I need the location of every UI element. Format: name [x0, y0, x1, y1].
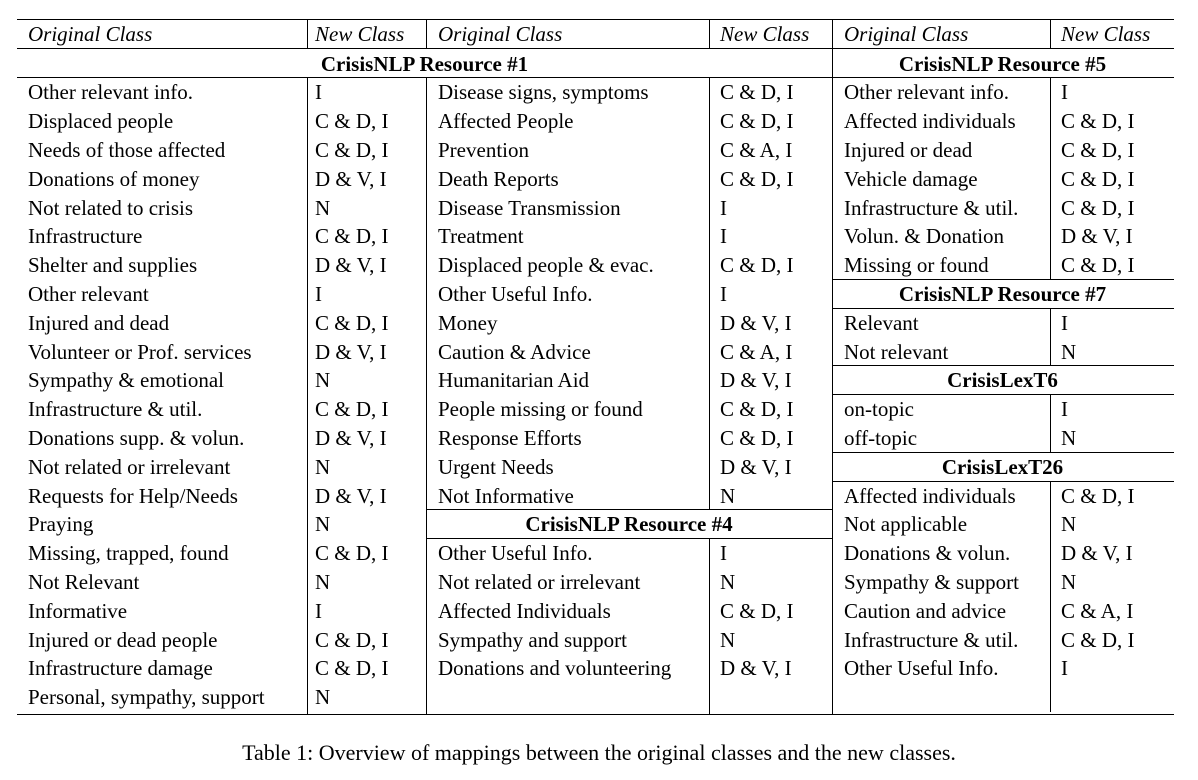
original-class-cell: Affected People — [438, 109, 574, 134]
group-header: CrisisNLP Resource #4 — [525, 512, 733, 537]
new-class-cell: C & D, I — [720, 253, 794, 278]
group-header: CrisisNLP Resource #1 — [320, 51, 529, 76]
new-class-cell: N — [1061, 569, 1077, 594]
new-class-cell: D & V, I — [315, 253, 387, 278]
original-class-cell: Affected individuals — [844, 109, 1016, 134]
new-class-cell: C & D, I — [720, 166, 794, 191]
new-class-cell: N — [720, 483, 736, 508]
header-col-rule — [832, 19, 833, 48]
new-class-cell: I — [720, 541, 727, 566]
original-class-cell: Missing or found — [844, 253, 989, 278]
column-header: Original Class — [28, 22, 153, 46]
column-header: Original Class — [844, 22, 969, 46]
original-class-cell: off-topic — [844, 425, 918, 450]
original-class-cell: Not related to crisis — [28, 195, 194, 220]
new-class-cell: C & D, I — [1061, 137, 1135, 162]
col3-inner-divider — [1050, 309, 1051, 366]
original-class-cell: Donations and volunteering — [438, 656, 672, 681]
new-class-cell: D & V, I — [315, 166, 387, 191]
new-class-cell: C & D, I — [720, 80, 794, 105]
col2-inner-divider-lower — [709, 539, 710, 714]
original-class-cell: Other Useful Info. — [438, 281, 593, 306]
original-class-cell: Other relevant info. — [28, 80, 194, 105]
new-class-cell: C & D, I — [1061, 195, 1135, 220]
new-class-cell: N — [315, 454, 331, 479]
original-class-cell: Not Informative — [438, 483, 574, 508]
new-class-cell: D & V, I — [315, 425, 387, 450]
mapping-table — [17, 19, 1174, 715]
original-class-cell: Shelter and supplies — [28, 253, 198, 278]
original-class-cell: Infrastructure — [28, 224, 143, 249]
new-class-cell: C & D, I — [1061, 166, 1135, 191]
original-class-cell: Other Useful Info. — [844, 656, 999, 681]
original-class-cell: Volun. & Donation — [844, 224, 1005, 249]
new-class-cell: I — [1061, 397, 1068, 422]
new-class-cell: N — [1061, 512, 1077, 537]
original-class-cell: Donations of money — [28, 166, 200, 191]
original-class-cell: Praying — [28, 512, 94, 537]
new-class-cell: C & D, I — [315, 310, 389, 335]
new-class-cell: D & V, I — [1061, 224, 1133, 249]
original-class-cell: Not related or irrelevant — [438, 569, 641, 594]
new-class-cell: I — [315, 598, 322, 623]
new-class-cell: D & V, I — [720, 656, 792, 681]
new-class-cell: I — [1061, 80, 1068, 105]
original-class-cell: Donations supp. & volun. — [28, 425, 245, 450]
new-class-cell: N — [315, 569, 331, 594]
new-class-cell: C & D, I — [720, 397, 794, 422]
original-class-cell: Money — [438, 310, 498, 335]
new-class-cell: N — [1061, 425, 1077, 450]
original-class-cell: Needs of those affected — [28, 137, 226, 162]
original-class-cell: Disease Transmission — [438, 195, 621, 220]
bottom-rule — [17, 714, 1174, 715]
column-header: New Class — [720, 22, 810, 46]
new-class-cell: D & V, I — [315, 483, 387, 508]
group-header: CrisisNLP Resource #5 — [898, 51, 1107, 76]
original-class-cell: Not Relevant — [28, 569, 140, 594]
original-class-cell: Prevention — [438, 137, 529, 162]
new-class-cell: C & D, I — [720, 109, 794, 134]
new-class-cell: I — [1061, 656, 1068, 681]
original-class-cell: Urgent Needs — [438, 454, 554, 479]
new-class-cell: C & D, I — [315, 627, 389, 652]
original-class-cell: Missing, trapped, found — [28, 541, 229, 566]
col3-inner-divider — [1050, 395, 1051, 453]
column-header: New Class — [315, 22, 405, 46]
group-header: CrisisNLP Resource #7 — [898, 281, 1107, 306]
new-class-cell: D & V, I — [315, 339, 387, 364]
original-class-cell: Vehicle damage — [844, 166, 978, 191]
new-class-cell: I — [720, 195, 727, 220]
original-class-cell: Affected individuals — [844, 483, 1016, 508]
original-class-cell: Volunteer or Prof. services — [28, 339, 252, 364]
col2-left-divider — [426, 78, 427, 714]
original-class-cell: on-topic — [844, 397, 914, 422]
new-class-cell: C & D, I — [315, 656, 389, 681]
original-class-cell: Sympathy & emotional — [28, 368, 224, 393]
new-class-cell: D & V, I — [720, 368, 792, 393]
original-class-cell: Infrastructure & util. — [28, 397, 203, 422]
original-class-cell: Relevant — [844, 310, 919, 335]
column-header: New Class — [1061, 22, 1151, 46]
new-class-cell: C & A, I — [720, 137, 793, 162]
new-class-cell: C & D, I — [315, 137, 389, 162]
new-class-cell: N — [720, 627, 736, 652]
new-class-cell: I — [1061, 310, 1068, 335]
group-header: CrisisLexT26 — [941, 454, 1064, 479]
original-class-cell: Caution & Advice — [438, 339, 591, 364]
col2-inner-divider — [709, 78, 710, 510]
original-class-cell: Not applicable — [844, 512, 968, 537]
original-class-cell: Other relevant — [28, 281, 149, 306]
new-class-cell: C & D, I — [720, 425, 794, 450]
new-class-cell: C & D, I — [315, 224, 389, 249]
new-class-cell: C & A, I — [1061, 598, 1134, 623]
original-class-cell: Personal, sympathy, support — [28, 685, 265, 710]
new-class-cell: C & D, I — [315, 397, 389, 422]
original-class-cell: Disease signs, symptoms — [438, 80, 649, 105]
new-class-cell: N — [315, 195, 331, 220]
new-class-cell: C & D, I — [315, 109, 389, 134]
original-class-cell: Not related or irrelevant — [28, 454, 231, 479]
original-class-cell: Affected Individuals — [438, 598, 611, 623]
original-class-cell: Other Useful Info. — [438, 541, 593, 566]
new-class-cell: N — [315, 368, 331, 393]
new-class-cell: D & V, I — [720, 454, 792, 479]
original-class-cell: Treatment — [438, 224, 524, 249]
column-header: Original Class — [438, 22, 563, 46]
new-class-cell: I — [720, 224, 727, 249]
original-class-cell: Death Reports — [438, 166, 559, 191]
new-class-cell: C & D, I — [720, 598, 794, 623]
original-class-cell: Sympathy and support — [438, 627, 627, 652]
header-col-rule — [709, 19, 710, 48]
original-class-cell: Injured or dead people — [28, 627, 218, 652]
top-rule — [17, 19, 1174, 20]
original-class-cell: Infrastructure & util. — [844, 627, 1019, 652]
new-class-cell: N — [315, 685, 331, 710]
new-class-cell: C & D, I — [1061, 627, 1135, 652]
new-class-cell: C & D, I — [1061, 109, 1135, 134]
new-class-cell: C & D, I — [315, 541, 389, 566]
header-col-rule — [426, 19, 427, 48]
new-class-cell: C & D, I — [1061, 483, 1135, 508]
original-class-cell: Informative — [28, 598, 128, 623]
group-header: CrisisLexT6 — [947, 368, 1058, 393]
header-col-rule — [307, 19, 308, 48]
original-class-cell: Displaced people & evac. — [438, 253, 654, 278]
col3-inner-divider — [1050, 78, 1051, 280]
original-class-cell: Other relevant info. — [844, 80, 1010, 105]
original-class-cell: Humanitarian Aid — [438, 368, 590, 393]
new-class-cell: I — [315, 281, 322, 306]
original-class-cell: Injured and dead — [28, 310, 170, 335]
new-class-cell: C & D, I — [1061, 253, 1135, 278]
original-class-cell: Response Efforts — [438, 425, 582, 450]
new-class-cell: N — [720, 569, 736, 594]
original-class-cell: Sympathy & support — [844, 569, 1020, 594]
col3-inner-divider — [1050, 482, 1051, 712]
original-class-cell: Donations & volun. — [844, 541, 1011, 566]
new-class-cell: D & V, I — [1061, 541, 1133, 566]
original-class-cell: People missing or found — [438, 397, 643, 422]
header-col-rule — [1050, 19, 1051, 48]
original-class-cell: Not relevant — [844, 339, 949, 364]
col1-divider — [307, 78, 308, 714]
original-class-cell: Requests for Help/Needs — [28, 483, 238, 508]
new-class-cell: N — [315, 512, 331, 537]
new-class-cell: I — [720, 281, 727, 306]
original-class-cell: Infrastructure & util. — [844, 195, 1019, 220]
new-class-cell: N — [1061, 339, 1077, 364]
original-class-cell: Caution and advice — [844, 598, 1007, 623]
table-caption: Table 1: Overview of mappings between the original classes and the new classes. — [242, 740, 956, 765]
new-class-cell: C & A, I — [720, 339, 793, 364]
original-class-cell: Displaced people — [28, 109, 174, 134]
new-class-cell: I — [315, 80, 322, 105]
new-class-cell: D & V, I — [720, 310, 792, 335]
original-class-cell: Infrastructure damage — [28, 656, 213, 681]
original-class-cell: Injured or dead — [844, 137, 973, 162]
